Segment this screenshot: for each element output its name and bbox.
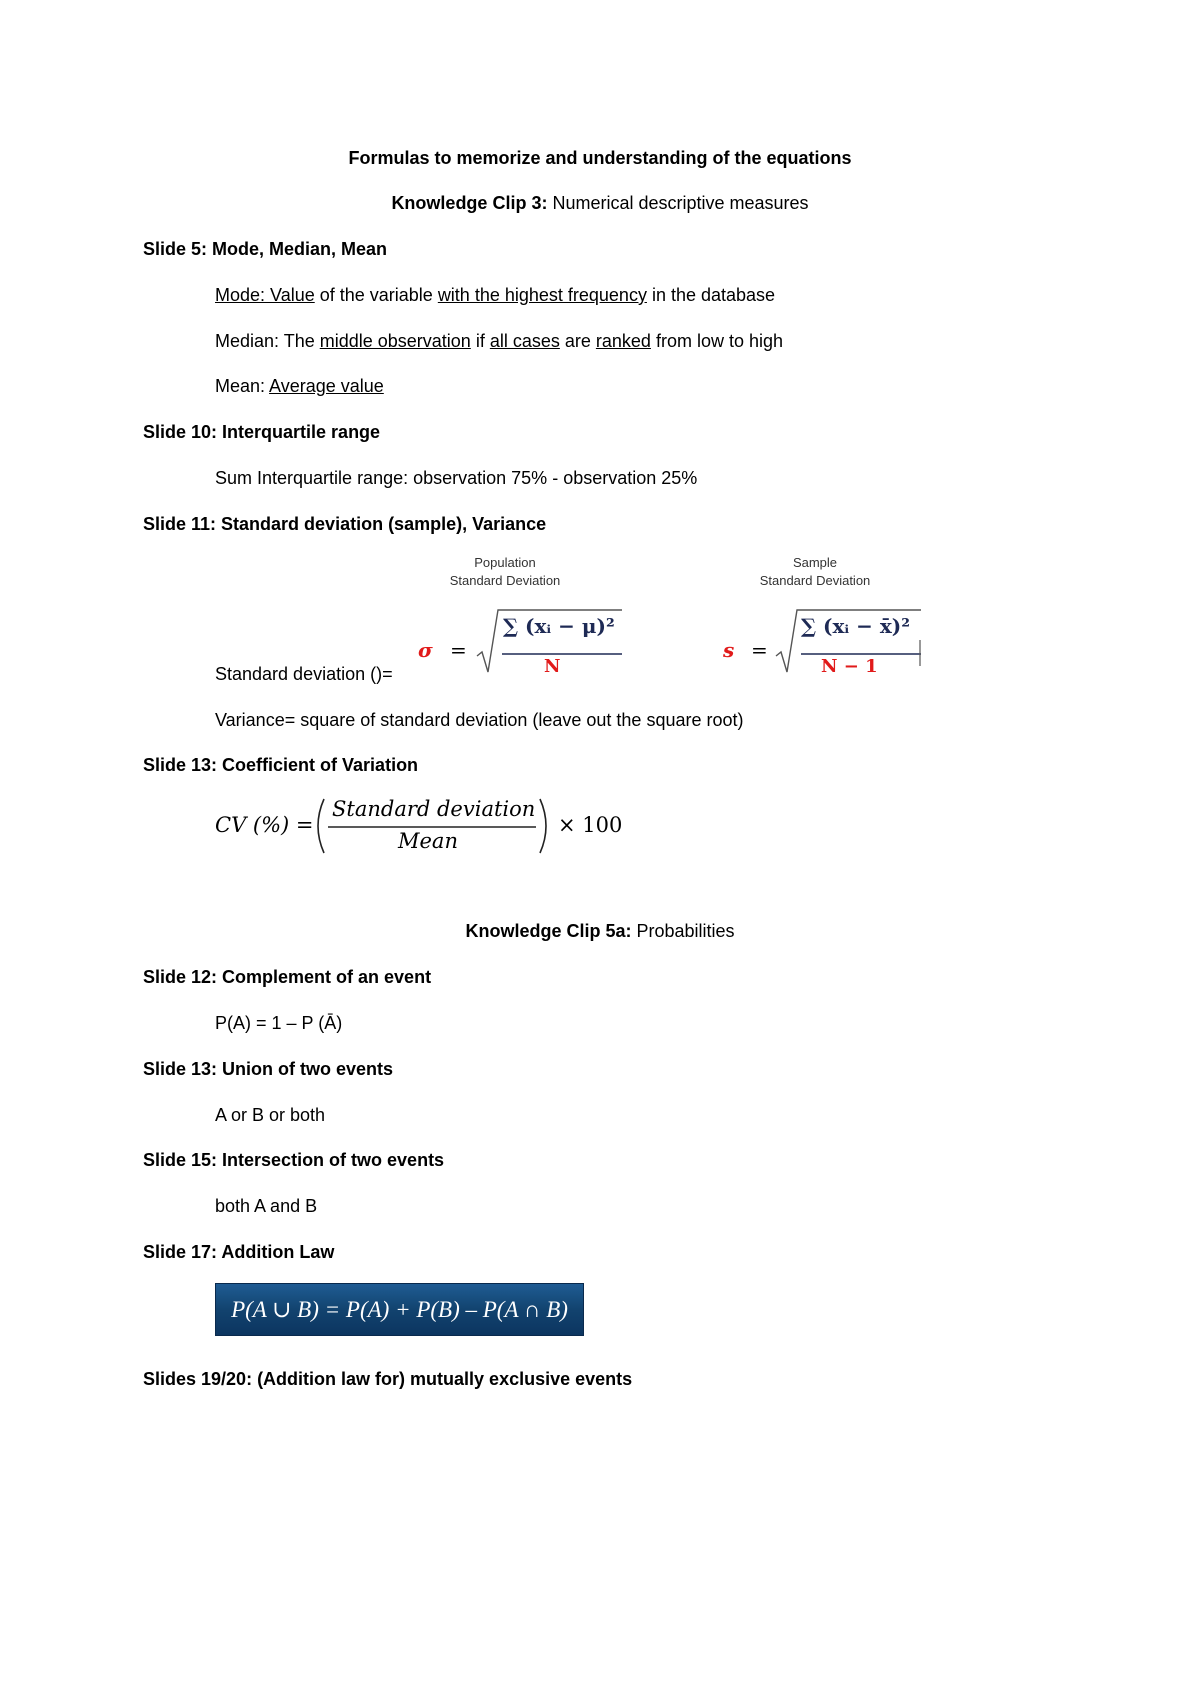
population-caption-2: Standard Deviation bbox=[449, 573, 561, 588]
slides19-20-heading: Slides 19/20: (Addition law for) mutually exclusive events bbox=[143, 1369, 633, 1389]
cv-lhs: CV (%) = bbox=[215, 813, 314, 837]
sample-denominator: N − 1 bbox=[821, 656, 878, 677]
section-clip3-title bbox=[0, 192, 1200, 214]
mean-definition bbox=[215, 375, 384, 397]
equals-sign: = bbox=[751, 638, 768, 662]
mode-text-2: in the database bbox=[646, 285, 776, 305]
union-definition: A or B or both bbox=[215, 1105, 326, 1125]
median-text-2: if bbox=[470, 331, 490, 351]
mean-term: Mean: bbox=[215, 376, 270, 396]
slide10-heading: Slide 10: Interquartile range bbox=[143, 422, 381, 442]
clip3-subtitle: Numerical descriptive measures bbox=[547, 193, 809, 213]
mode-text-1: of the variable bbox=[314, 285, 438, 305]
mode-highlight: with the highest frequency bbox=[437, 285, 647, 305]
median-text-3: are bbox=[559, 331, 596, 351]
slide13-union-heading: Slide 13: Union of two events bbox=[143, 1059, 394, 1079]
mode-definition bbox=[215, 284, 775, 306]
equals-sign: = bbox=[450, 638, 467, 662]
median-definition bbox=[215, 330, 783, 352]
clip5a-label: Knowledge Clip 5a: bbox=[465, 921, 632, 941]
sample-caption-1: Sample bbox=[792, 555, 838, 570]
slide12-heading: Slide 12: Complement of an event bbox=[143, 967, 432, 987]
addition-law-formula: P(A ∪ B) = P(A) + P(B) – P(A ∩ B) bbox=[215, 1283, 584, 1336]
complement-formula: P(A) = 1 – P (Ā) bbox=[215, 1013, 343, 1033]
s-symbol: s bbox=[723, 638, 735, 662]
variance-definition: Variance= square of standard deviation (leave out the square root) bbox=[215, 710, 744, 730]
sigma-symbol: σ bbox=[418, 638, 433, 662]
median-highlight-3: ranked bbox=[595, 331, 651, 351]
mean-highlight: Average value bbox=[269, 376, 384, 396]
mode-term: Mode: Value bbox=[215, 285, 315, 305]
population-denominator: N bbox=[544, 656, 561, 677]
cv-rhs: × 100 bbox=[558, 813, 623, 837]
sample-numerator: ∑ (xᵢ − x̄)² bbox=[801, 614, 911, 638]
standard-deviation-label: Standard deviation ()= bbox=[215, 664, 393, 684]
median-text-4: from low to high bbox=[650, 331, 784, 351]
section-clip5a-title bbox=[0, 920, 1200, 942]
cv-numerator: Standard deviation bbox=[332, 797, 536, 821]
slide5-heading: Slide 5: Mode, Median, Mean bbox=[143, 239, 388, 259]
clip3-label: Knowledge Clip 3: bbox=[391, 193, 548, 213]
population-numerator: ∑ (xᵢ − μ)² bbox=[503, 614, 615, 638]
sample-caption-2: Standard Deviation bbox=[759, 573, 871, 588]
slide15-heading: Slide 15: Intersection of two events bbox=[143, 1150, 445, 1170]
slide17-heading: Slide 17: Addition Law bbox=[143, 1242, 335, 1262]
population-sd-formula bbox=[410, 600, 620, 680]
clip5a-subtitle: Probabilities bbox=[631, 921, 735, 941]
median-highlight-1: middle observation bbox=[319, 331, 471, 351]
iqr-definition: Sum Interquartile range: observation 75% - observation 25% bbox=[215, 468, 698, 488]
median-highlight-2: all cases bbox=[489, 331, 560, 351]
median-text-1: Median: The bbox=[215, 331, 320, 351]
slide13-heading: Slide 13: Coefficient of Variation bbox=[143, 755, 419, 775]
slide11-heading: Slide 11: Standard deviation (sample), Variance bbox=[143, 514, 547, 534]
sample-sd-formula bbox=[715, 600, 925, 680]
intersection-definition: both A and B bbox=[215, 1196, 318, 1216]
document-title: Formulas to memorize and understanding of the equations bbox=[348, 148, 852, 168]
cv-denominator: Mean bbox=[398, 829, 458, 853]
cv-formula bbox=[210, 795, 623, 857]
population-caption-1: Population bbox=[474, 555, 536, 570]
